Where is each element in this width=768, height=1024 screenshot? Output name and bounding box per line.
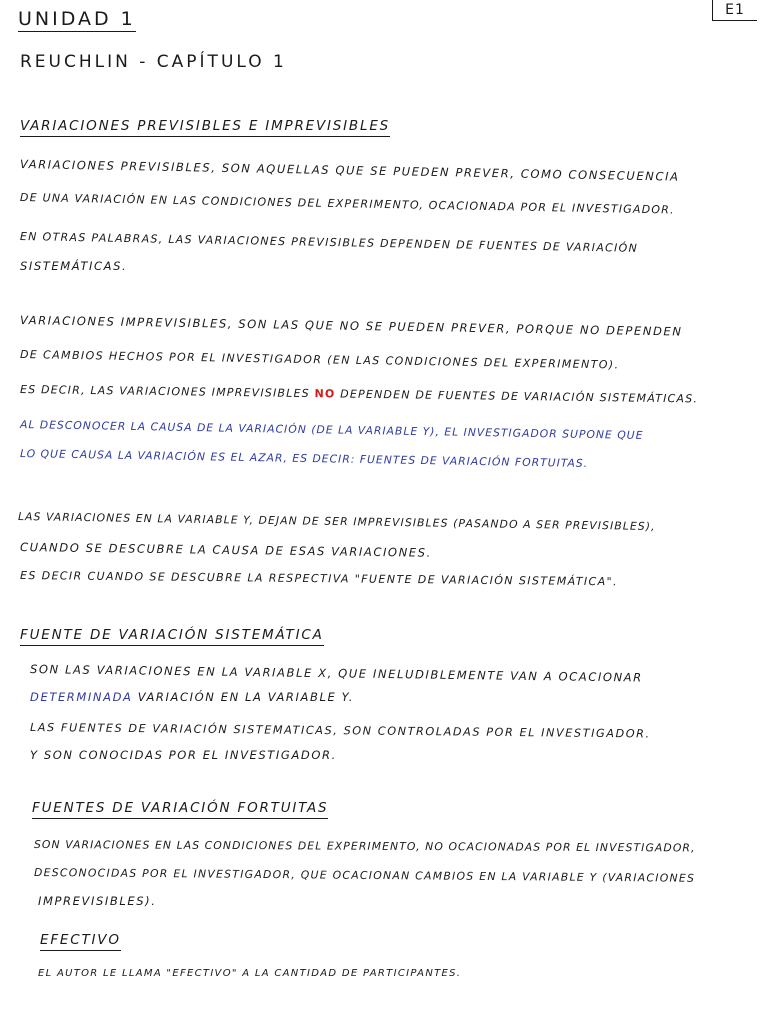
text-line-blue: AL DESCONOCER LA CAUSA DE LA VARIACIÓN (DE LA VARIABLE Y), EL INVESTIGADOR SUPONE QUE	[19, 418, 644, 442]
text-segment: ES DECIR, LAS VARIACIONES IMPREVISIBLES	[19, 383, 310, 401]
text-line: DE UNA VARIACIÓN EN LAS CONDICIONES DEL EXPERIMENTO, OCACIONADA POR EL INVESTIGADOR.	[19, 191, 675, 217]
page-code: E1	[712, 0, 757, 21]
text-line-blue: LO QUE CAUSA LA VARIACIÓN ES EL AZAR, ES DECIR: FUENTES DE VARIACIÓN FORTUITAS.	[19, 447, 589, 470]
text-line: EN OTRAS PALABRAS, LAS VARIACIONES PREVISIBLES DEPENDEN DE FUENTES DE VARIACIÓN	[19, 230, 639, 255]
emphasis-no: NO	[314, 387, 336, 401]
section-heading-variaciones: VARIACIONES PREVISIBLES E IMPREVISIBLES	[20, 118, 390, 137]
text-line: SISTEMÁTICAS.	[20, 259, 128, 273]
text-line: LAS FUENTES DE VARIACIÓN SISTEMATICAS, SON CONTROLADAS POR EL INVESTIGADOR.	[29, 721, 651, 741]
text-line: SON VARIACIONES EN LAS CONDICIONES DEL EXPERIMENTO, NO OCACIONADAS POR EL INVESTIGADOR,	[33, 838, 696, 855]
text-line: DE CAMBIOS HECHOS POR EL INVESTIGADOR (EN LAS CONDICIONES DEL EXPERIMENTO).	[19, 348, 620, 372]
text-segment: DEPENDEN DE FUENTES DE VARIACIÓN SISTEMÁTICAS.	[340, 387, 699, 406]
section-heading-sistematica: FUENTE DE VARIACIÓN SISTEMÁTICA	[20, 627, 324, 646]
text-line: DESCONOCIDAS POR EL INVESTIGADOR, QUE OCACIONAN CAMBIOS EN LA VARIABLE Y (VARIACIONES	[33, 866, 696, 885]
text-line: IMPREVISIBLES).	[38, 894, 157, 908]
text-line: LAS VARIACIONES EN LA VARIABLE Y, DEJAN DE SER IMPREVISIBLES (PASANDO A SER PREVISIBLES),	[17, 510, 656, 534]
text-line: VARIACIONES PREVISIBLES, SON AQUELLAS QUE SE PUEDEN PREVER, COMO CONSECUENCIA	[19, 157, 680, 184]
section-heading-fortuitas: FUENTES DE VARIACIÓN FORTUITAS	[32, 800, 328, 819]
text-line-with-emphasis	[20, 383, 698, 405]
text-line: EL AUTOR LE LLAMA "EFECTIVO" A LA CANTIDAD DE PARTICIPANTES.	[38, 968, 462, 979]
text-line: ES DECIR CUANDO SE DESCUBRE LA RESPECTIVA "FUENTE DE VARIACIÓN SISTEMÁTICA".	[19, 569, 618, 589]
text-line	[30, 690, 354, 704]
text-line: CUANDO SE DESCUBRE LA CAUSA DE ESAS VARIACIONES.	[19, 540, 432, 560]
section-heading-efectivo: EFECTIVO	[40, 932, 121, 951]
text-segment: VARIACIÓN EN LA VARIABLE Y.	[137, 690, 354, 704]
unit-title: UNIDAD 1	[18, 8, 136, 30]
text-line: Y SON CONOCIDAS POR EL INVESTIGADOR.	[30, 748, 337, 762]
text-line: SON LAS VARIACIONES EN LA VARIABLE X, QUE INELUDIBLEMENTE VAN A OCACIONAR	[29, 662, 643, 685]
chapter-title: REUCHLIN - CAPÍTULO 1	[20, 52, 287, 72]
text-line: VARIACIONES IMPREVISIBLES, SON LAS QUE NO SE PUEDEN PREVER, PORQUE NO DEPENDEN	[19, 313, 683, 339]
text-segment-blue: DETERMINADA	[30, 690, 133, 704]
